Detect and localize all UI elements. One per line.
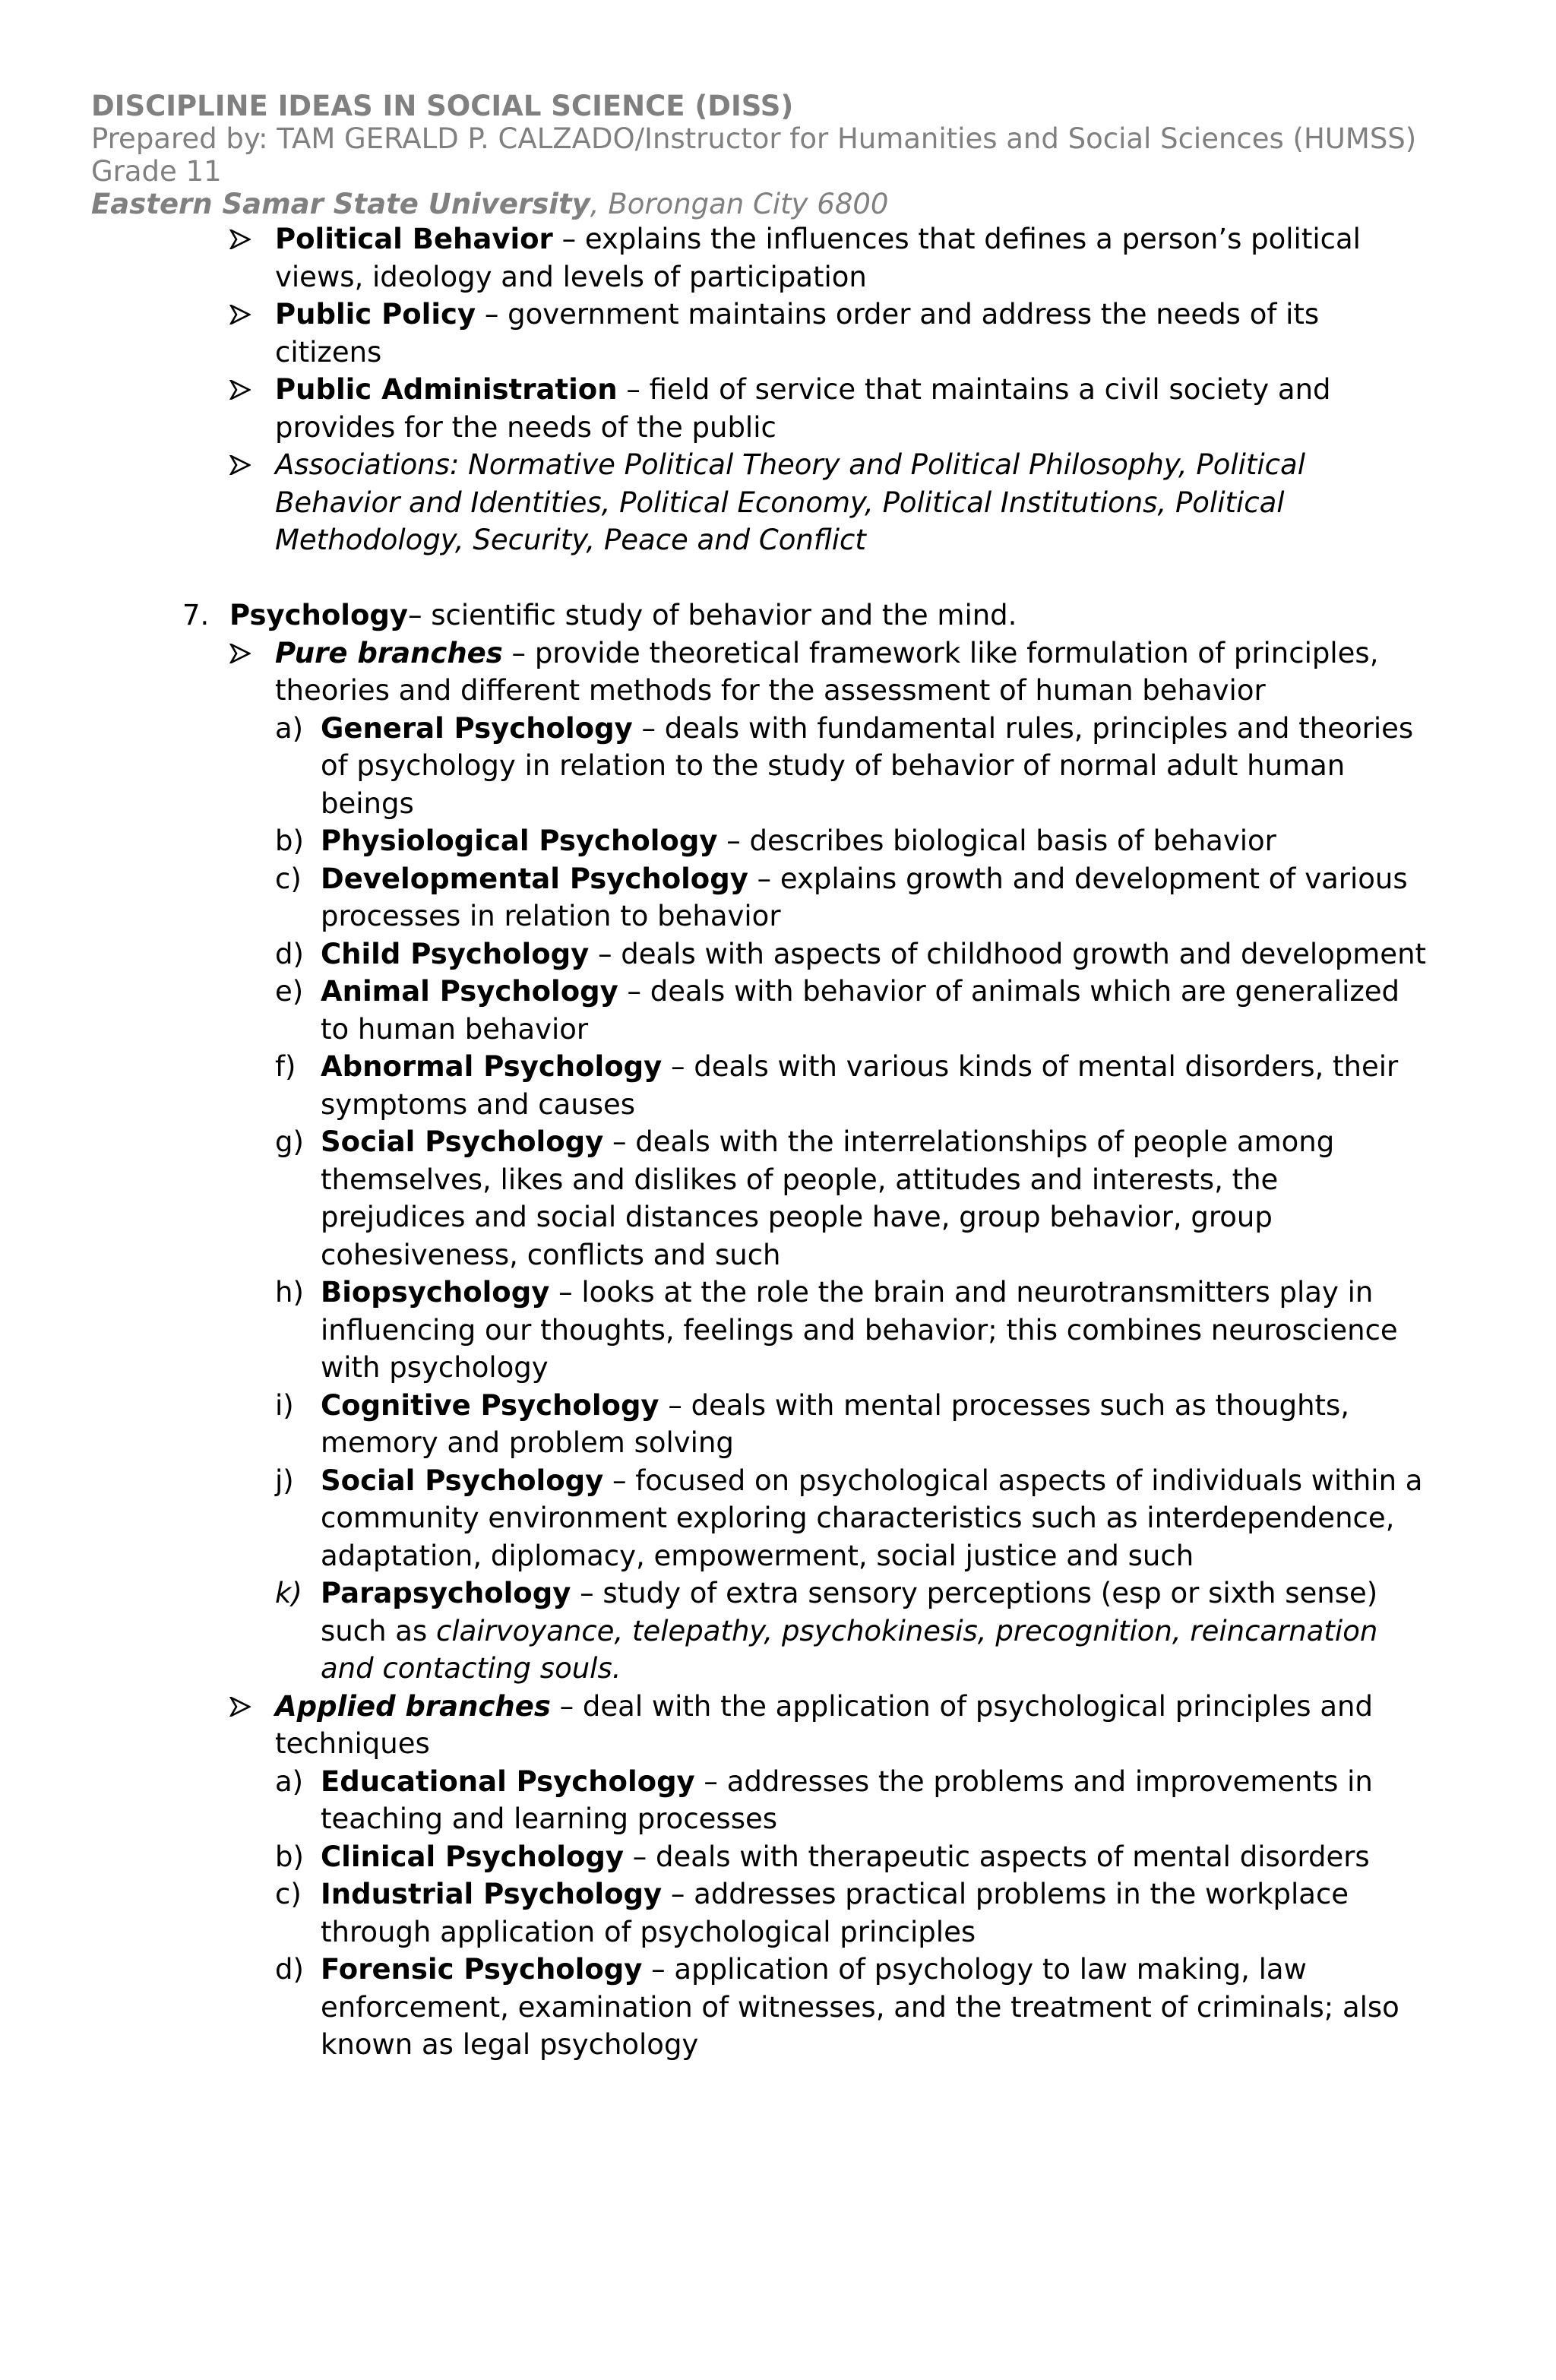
prepared-by: Prepared by: TAM GERALD P. CALZADO/Instructor for Humanities and Social Sciences (HUMSS) Grade 11: [91, 122, 1417, 188]
definition: – looks at the role the brain and neurotransmitters play in influencing our thoughts, feelings and behavior; this combines neuroscience with psychology: [321, 1276, 1398, 1384]
definition: – deal with the application of psychological principles and techniques: [275, 1689, 1373, 1760]
item-letter: e): [275, 975, 304, 1008]
term: Clinical Psychology: [321, 1840, 625, 1873]
item-letter: f): [275, 1050, 296, 1083]
definition: – addresses practical problems in the workplace through application of psychological principles: [321, 1878, 1349, 1948]
section-term: Psychology: [229, 599, 409, 631]
item-letter: i): [275, 1388, 294, 1422]
pure-item: [0, 710, 1556, 823]
pure-item: [0, 1123, 1556, 1274]
section-definition: – scientific study of behavior and the mind.: [408, 599, 1017, 631]
arrow-bullet-icon: [229, 296, 252, 334]
definition: – explains the influences that defines a person’s political views, ideology and levels of participation: [275, 223, 1361, 293]
term: Industrial Psychology: [321, 1878, 663, 1910]
definition: – focused on psychological aspects of individuals within a community environment exploring characteristics such as interdependence, adaptation, diplomacy, empowerment, social justice and such: [321, 1464, 1423, 1572]
pure-item: [0, 1387, 1556, 1462]
definition: – addresses the problems and improvements in teaching and learning processes: [321, 1764, 1373, 1835]
definition: – application of psychology to law making, law enforcement, examination of witnesses, and the treatment of criminals; also known as legal psychology: [321, 1953, 1399, 2061]
term: Biopsychology: [321, 1276, 550, 1309]
term: General Psychology: [321, 711, 633, 745]
definition: – deals with the interrelationships of people among themselves, likes and dislikes of people, attitudes and interests, the prejudices and social distances people have, group behavior, group cohesiveness, conflicts and such: [321, 1125, 1335, 1271]
term: Public Administration: [275, 373, 618, 406]
definition: – explains growth and development of various processes in relation to behavior: [321, 862, 1408, 932]
page-header: [91, 90, 1428, 220]
list-item-public-policy: [0, 296, 1556, 371]
arrow-bullet-icon: [229, 371, 252, 409]
list-item-applied-branches: [0, 1688, 1556, 1763]
term: Political Behavior: [275, 223, 553, 255]
term: Animal Psychology: [321, 975, 618, 1008]
item-letter: j): [275, 1464, 294, 1497]
definition: – deals with various kinds of mental disorders, their symptoms and causes: [321, 1050, 1399, 1121]
item-letter: d): [275, 1953, 304, 1986]
item-letter: k): [275, 1577, 302, 1609]
definition: – deals with mental processes such as thoughts, memory and problem solving: [321, 1388, 1350, 1459]
definition: – deals with fundamental rules, principles and theories of psychology in relation to the study of behavior of normal adult human beings: [321, 711, 1414, 820]
item-letter: a): [275, 1764, 304, 1798]
pure-item: [0, 822, 1556, 860]
term: Applied branches: [275, 1689, 551, 1723]
pure-item: [0, 1462, 1556, 1575]
pure-item: [0, 973, 1556, 1048]
term: Social Psychology: [321, 1125, 604, 1158]
document-title: DISCIPLINE IDEAS IN SOCIAL SCIENCE (DISS): [91, 90, 794, 122]
item-letter: h): [275, 1276, 304, 1309]
pure-item: [0, 1274, 1556, 1387]
section-number: 7.: [182, 599, 210, 631]
applied-item: [0, 1951, 1556, 2064]
list-item-associations: [0, 446, 1556, 559]
term: Abnormal Psychology: [321, 1050, 663, 1083]
list-item-public-administration: [0, 371, 1556, 446]
definition: – government maintains order and address the needs of its citizens: [275, 298, 1320, 369]
item-letter: b): [275, 824, 304, 857]
university-name: Eastern Samar State University: [91, 188, 590, 220]
item-letter: d): [275, 937, 304, 970]
pure-item: [0, 1048, 1556, 1123]
term: Cognitive Psychology: [321, 1388, 659, 1422]
term: Parapsychology: [321, 1577, 571, 1609]
definition: – study of extra sensory perceptions (esp or sixth sense) such as: [321, 1577, 1378, 1647]
item-letter: c): [275, 1878, 302, 1910]
university-line: [91, 188, 1428, 220]
applied-item: [0, 1763, 1556, 1838]
definition: – deals with aspects of childhood growth and development: [589, 937, 1427, 970]
pure-item: [0, 860, 1556, 935]
definition: – provide theoretical framework like formulation of principles, theories and different methods for the assessment of human behavior: [275, 636, 1379, 707]
university-city: , Borongan City 6800: [590, 188, 889, 220]
pure-item: [0, 935, 1556, 973]
item-letter: g): [275, 1125, 304, 1158]
arrow-bullet-icon: [229, 220, 252, 258]
term: Physiological Psychology: [321, 824, 718, 857]
item-letter: b): [275, 1840, 304, 1873]
definition: – deals with therapeutic aspects of mental disorders: [624, 1840, 1370, 1873]
definition-examples: clairvoyance, telepathy, psychokinesis, precognition, reincarnation and contacting souls.: [321, 1614, 1378, 1685]
list-item-pure-branches: [0, 635, 1556, 710]
list-item-political-behavior: [0, 220, 1556, 296]
definition: – deals with behavior of animals which are generalized to human behavior: [321, 975, 1400, 1046]
associations-text: Associations: Normative Political Theory and Political Philosophy, Political Behavior and Identities, Political Economy, Political Institutions, Political Methodology, Security, Peace and Conflict: [275, 448, 1305, 556]
arrow-bullet-icon: [229, 1688, 252, 1726]
arrow-bullet-icon: [229, 635, 252, 673]
section-psychology: [0, 597, 1556, 635]
spacer: [0, 559, 1556, 597]
arrow-bullet-icon: [229, 446, 252, 484]
definition: – describes biological basis of behavior: [717, 824, 1276, 857]
term: Social Psychology: [321, 1464, 604, 1497]
term: Child Psychology: [321, 937, 590, 970]
item-letter: a): [275, 711, 304, 745]
term: Public Policy: [275, 298, 476, 331]
term: Pure branches: [275, 636, 503, 669]
item-letter: c): [275, 862, 302, 895]
term: Forensic Psychology: [321, 1953, 643, 1986]
pure-item-parapsychology: [0, 1575, 1556, 1688]
definition: – field of service that maintains a civil society and provides for the needs of the public: [275, 373, 1331, 444]
applied-item: [0, 1838, 1556, 1876]
document-body: [0, 220, 1556, 2064]
term: Educational Psychology: [321, 1764, 695, 1798]
term: Developmental Psychology: [321, 862, 748, 895]
applied-item: [0, 1875, 1556, 1951]
